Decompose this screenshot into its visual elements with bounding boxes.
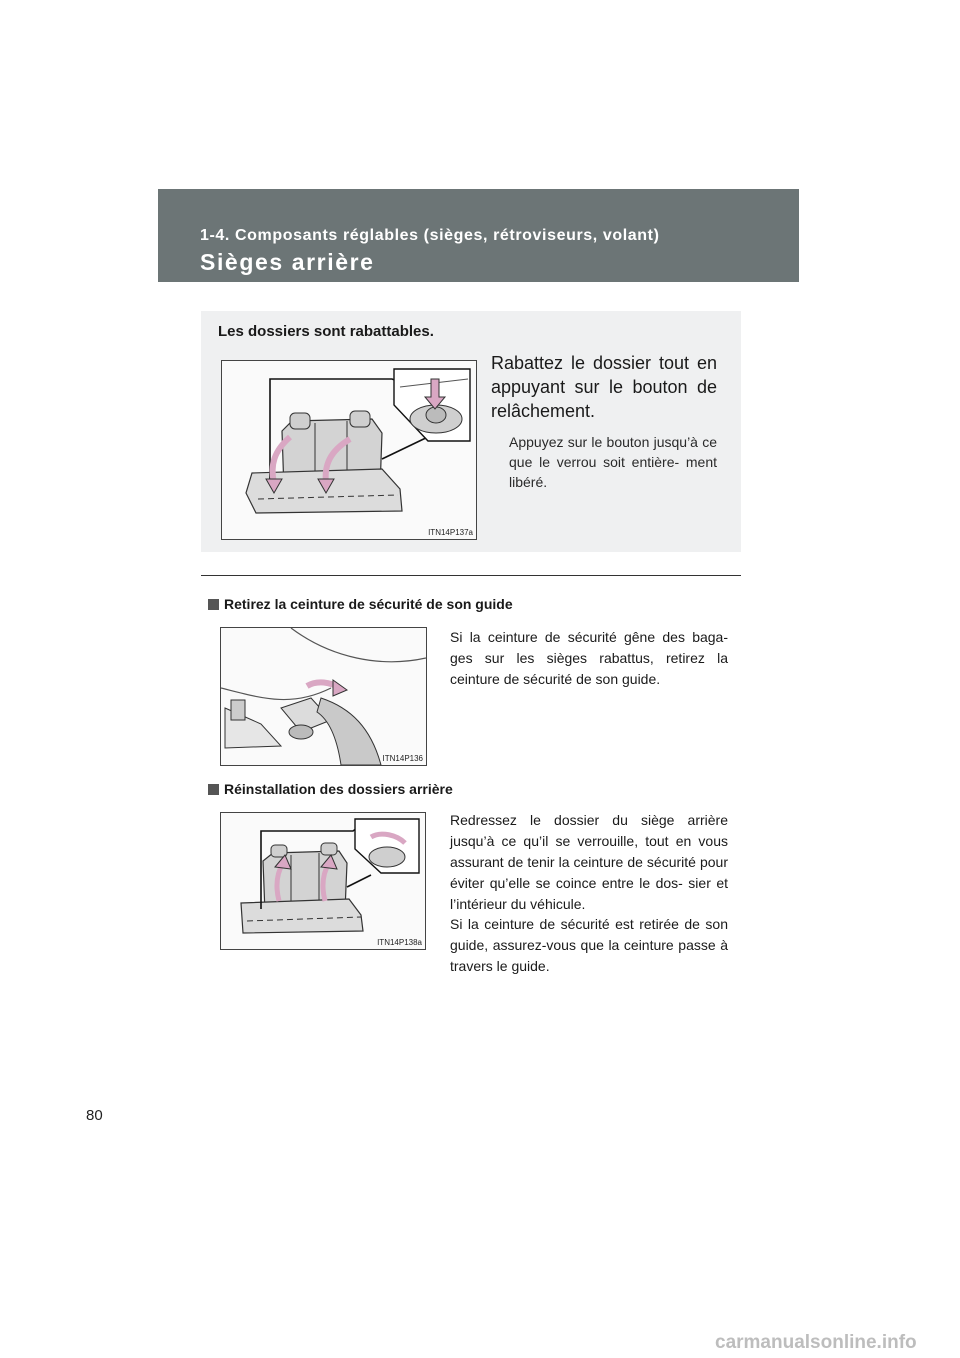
fold-note: Appuyez sur le bouton jusqu’à ce que le verrou soit entière- ment libéré. bbox=[509, 434, 717, 490]
belt-guide-illustration bbox=[221, 628, 426, 765]
figure-code: ITN14P136 bbox=[382, 754, 423, 763]
rear-seat-fold-illustration bbox=[222, 361, 476, 539]
figure-belt-guide bbox=[220, 627, 427, 766]
reinstall-paragraph-1: Redressez le dossier du siège arrière jusqu’à ce qu’il se verrouille, tout en vous assurant de tenir la ceinture de sécurité pour éviter qu’elle se coince entre le dos- sier et l’intérieur du véhicule. bbox=[450, 812, 728, 912]
subsection-heading-text: Retirez la ceinture de sécurité de son guide bbox=[224, 596, 513, 612]
figure-code: ITN14P137a bbox=[428, 528, 473, 537]
page-title: Sièges arrière bbox=[200, 249, 375, 275]
figure-reinstall-seatback bbox=[220, 812, 426, 950]
subsection-heading-text: Réinstallation des dossiers arrière bbox=[224, 781, 453, 797]
chapter-header-band bbox=[158, 189, 799, 282]
square-bullet-icon bbox=[208, 599, 219, 610]
reinstall-paragraph-2: Si la ceinture de sécurité est retirée de son guide, assurez-vous que la ceinture passe à travers le guide. bbox=[450, 916, 728, 974]
figure-code: ITN14P138a bbox=[377, 938, 422, 947]
subsection-heading-belt bbox=[208, 596, 513, 612]
page-number: 80 bbox=[86, 1107, 103, 1124]
section-label: 1-4. Composants réglables (sièges, rétroviseurs, volant) bbox=[200, 227, 660, 244]
fold-instruction: Rabattez le dossier tout en appuyant sur le bouton de relâchement. bbox=[491, 353, 717, 421]
subsection-heading-reinstall bbox=[208, 781, 453, 797]
figure-fold-seatback bbox=[221, 360, 477, 540]
square-bullet-icon bbox=[208, 784, 219, 795]
watermark: carmanualsonline.info bbox=[715, 1332, 917, 1353]
section-divider bbox=[201, 575, 741, 576]
rear-seat-raise-illustration bbox=[221, 813, 425, 949]
info-box-fold-seatbacks bbox=[201, 311, 741, 552]
info-box-heading: Les dossiers sont rabattables. bbox=[218, 323, 434, 340]
belt-guide-text: Si la ceinture de sécurité gêne des baga- ges sur les sièges rabattus, retirez la ceinture de sécurité de son guide. bbox=[450, 629, 728, 687]
